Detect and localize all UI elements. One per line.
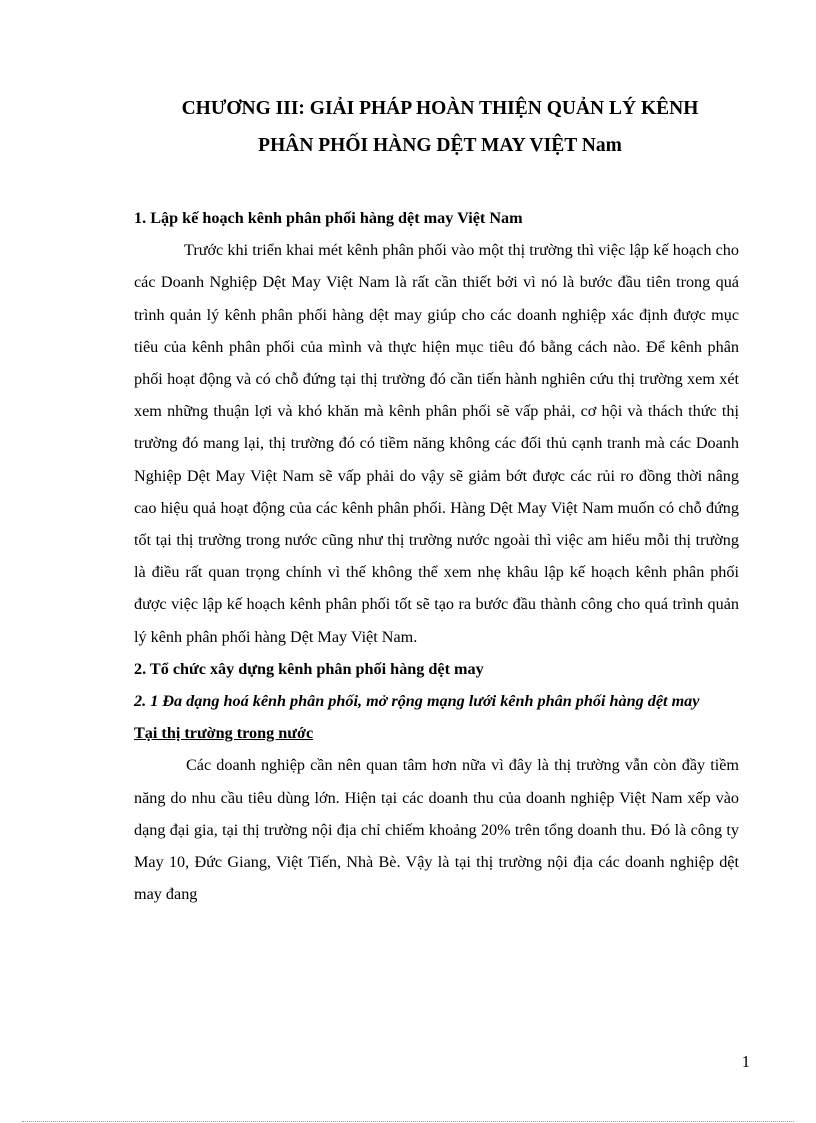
chapter-title bbox=[100, 90, 780, 164]
page-number: 1 bbox=[741, 1052, 750, 1071]
document-body bbox=[134, 202, 739, 910]
section-2-heading: 2. Tổ chức xây dựng kênh phân phối hàng dệt may bbox=[134, 659, 484, 678]
section-1-heading: 1. Lập kế hoạch kênh phân phối hàng dệt may Việt Nam bbox=[134, 209, 523, 227]
section-1-paragraph: Trước khi triển khai mét kênh phân phối vào một thị trường thì việc lập kế hoạch cho các Doanh Nghiệp Dệt May Việt Nam là rất cần thiết bởi vì nó là bước đầu tiên trong quá trình quản lý kênh phân phối hàng dệt may giúp cho các doanh nghiệp xác định được mục tiêu của kênh phân phối của mình và thực hiện mục tiêu đó bằng cách nào. Để kênh phân phối hoạt động và có chỗ đứng tại thị trường đó cần tiến hành nghiên cứu thị trường xem xét xem những thuận lợi và khó khăn mà kênh phân phối sẽ vấp phải, cơ hội và thách thức thị trường đó mang lại, thị trường đó có tiềm năng không các đối thủ cạnh tranh mà các Doanh Nghiệp Dệt May Việt Nam sẽ vấp phải do vậy sẽ giảm bớt được các rủi ro đồng thời nâng cao hiệu quả hoạt động của các kênh phân phối. Hàng Dệt May Việt Nam muốn có chỗ đứng tốt tại thị trường trong nước cũng như thị trường nước ngoài thì việc am hiểu mỗi thị trường là điều rất quan trọng chính vì thế không thể xem nhẹ khâu lập kế hoạch kênh phân phối được việc lập kế hoạch kênh phân phối tốt sẽ tạo ra bước đầu thành công cho quá trình quản lý kênh phân phối hàng Dệt May Việt Nam. bbox=[134, 241, 739, 646]
page-bottom-divider bbox=[22, 1121, 794, 1122]
section-2-1-subheading: 2. 1 Đa dạng hoá kênh phân phối, mở rộng mạng lưới kênh phân phối hàng dệt may bbox=[134, 692, 700, 711]
chapter-title-line-2: PHÂN PHỐI HÀNG DỆT MAY VIỆT Nam bbox=[258, 135, 622, 156]
domestic-market-heading: Tại thị trường trong nước bbox=[134, 724, 314, 743]
domestic-market-paragraph: Các doanh nghiệp cần nên quan tâm hơn nữa vì đây là thị trường vẫn còn đầy tiềm năng do nhu cầu tiêu dùng lớn. Hiện tại các doanh thu của doanh nghiệp Việt Nam xếp vào dạng đại gia, tại thị trường nội địa chỉ chiếm khoảng 20% trên tổng doanh thu. Đó là công ty May 10, Đức Giang, Việt Tiến, Nhà Bè. Vậy là tại thị trường nội địa các doanh nghiệp dệt may đang bbox=[134, 756, 739, 904]
chapter-title-line-1: CHƯƠNG III: GIẢI PHÁP HOÀN THIỆN QUẢN LÝ KÊNH bbox=[181, 98, 699, 119]
